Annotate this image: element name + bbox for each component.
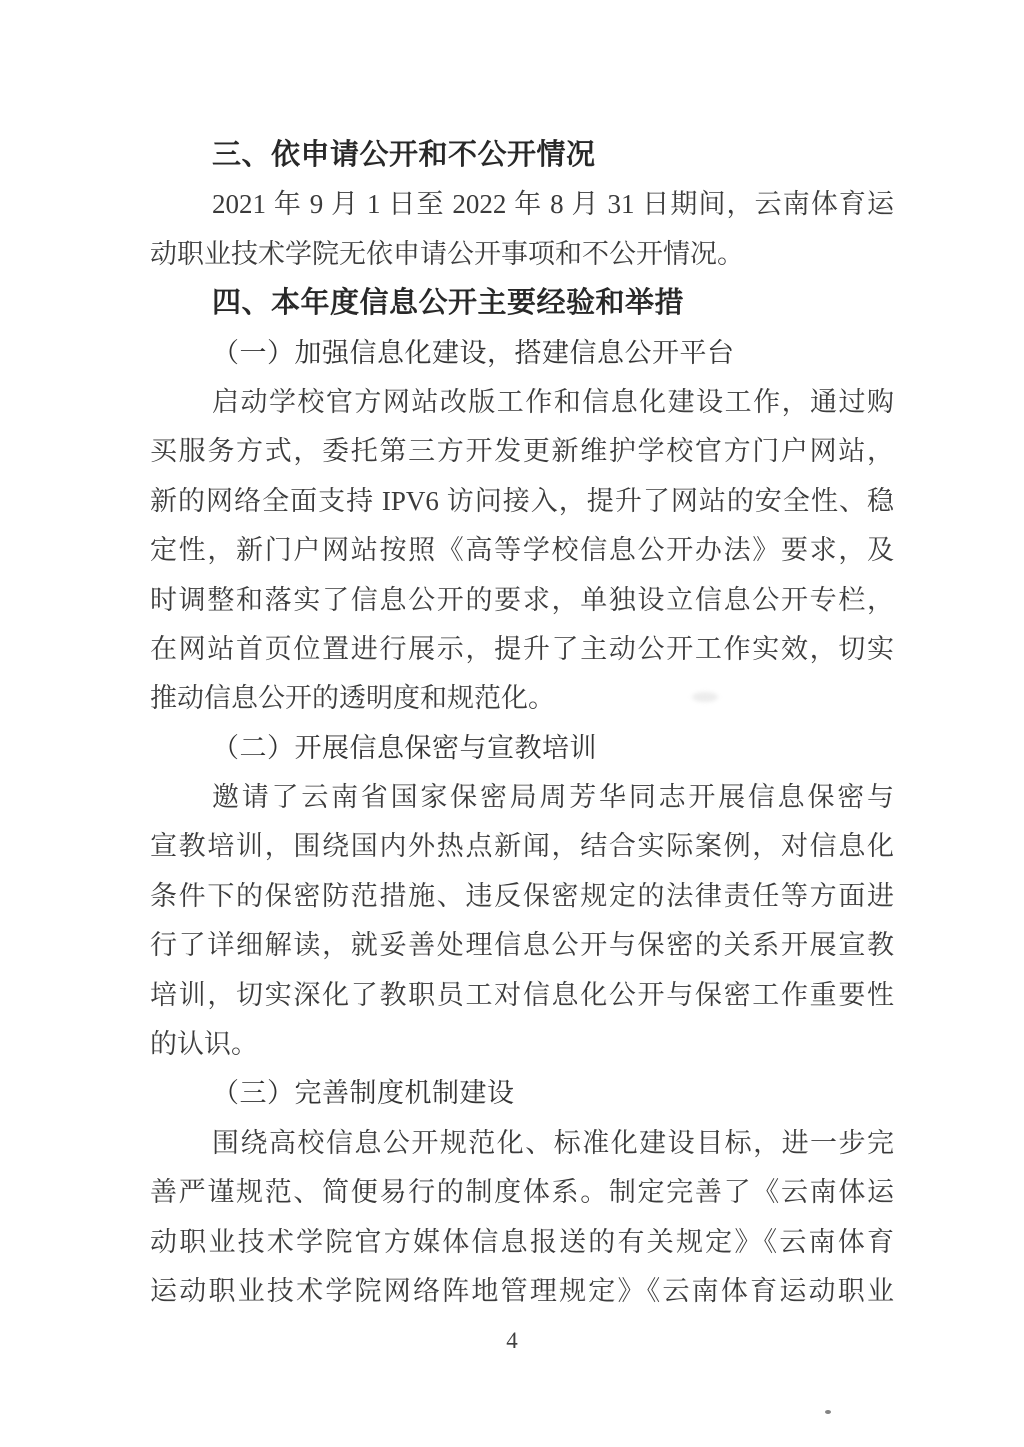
text-line: 动职业技术学院无依申请公开事项和不公开情况。 <box>150 238 744 269</box>
text-line: 邀请了云南省国家保密局周芳华同志开展信息保密与 <box>212 782 894 813</box>
text-line: 定性，新门户网站按照《高等学校信息公开办法》要求，及 <box>150 535 894 566</box>
heading-line: （三）完善制度机制建设 <box>212 1078 515 1109</box>
text-line: 启动学校官方网站改版工作和信息化建设工作，通过购 <box>212 386 894 417</box>
heading-line: （一）加强信息化建设，搭建信息公开平台 <box>212 337 735 368</box>
text-line: 推动信息公开的透明度和规范化。 <box>150 683 555 714</box>
document-text-block <box>150 131 894 1316</box>
text-line: 买服务方式，委托第三方开发更新维护学校官方门户网站， <box>150 436 894 467</box>
text-line: 善严谨规范、简便易行的制度体系。制定完善了《云南体运 <box>150 1177 894 1208</box>
text-line: 围绕高校信息公开规范化、标准化建设目标，进一步完 <box>212 1127 894 1158</box>
text-line: 新的网络全面支持 IPV6 访问接入，提升了网站的安全性、稳 <box>150 485 894 516</box>
page-number: 4 <box>506 1328 518 1353</box>
text-line: 在网站首页位置进行展示，提升了主动公开工作实效，切实 <box>150 633 894 664</box>
text-line: 动职业技术学院官方媒体信息报送的有关规定》《云南体育 <box>150 1226 894 1257</box>
text-line: 2021 年 9 月 1 日至 2022 年 8 月 31 日期间，云南体育运 <box>212 189 894 220</box>
heading-line: （二）开展信息保密与宣教培训 <box>212 732 597 763</box>
text-line: 条件下的保密防范措施、违反保密规定的法律责任等方面进 <box>150 880 894 911</box>
text-line: 的认识。 <box>150 1029 258 1060</box>
text-line: 宣教培训，围绕国内外热点新闻，结合实际案例，对信息化 <box>150 831 894 862</box>
text-line: 时调整和落实了信息公开的要求，单独设立信息公开专栏， <box>150 584 894 615</box>
heading-line: 四、本年度信息公开主要经验和举措 <box>212 287 685 320</box>
text-line: 培训，切实深化了教职员工对信息化公开与保密工作重要性 <box>150 979 894 1010</box>
text-line: 行了详细解读，就妥善处理信息公开与保密的关系开展宣教 <box>150 930 894 961</box>
scan-smudge <box>692 692 718 702</box>
text-line: 运动职业技术学院网络阵地管理规定》《云南体育运动职业 <box>150 1275 894 1306</box>
scan-speck <box>825 1410 831 1414</box>
heading-line: 三、依申请公开和不公开情况 <box>212 139 596 171</box>
